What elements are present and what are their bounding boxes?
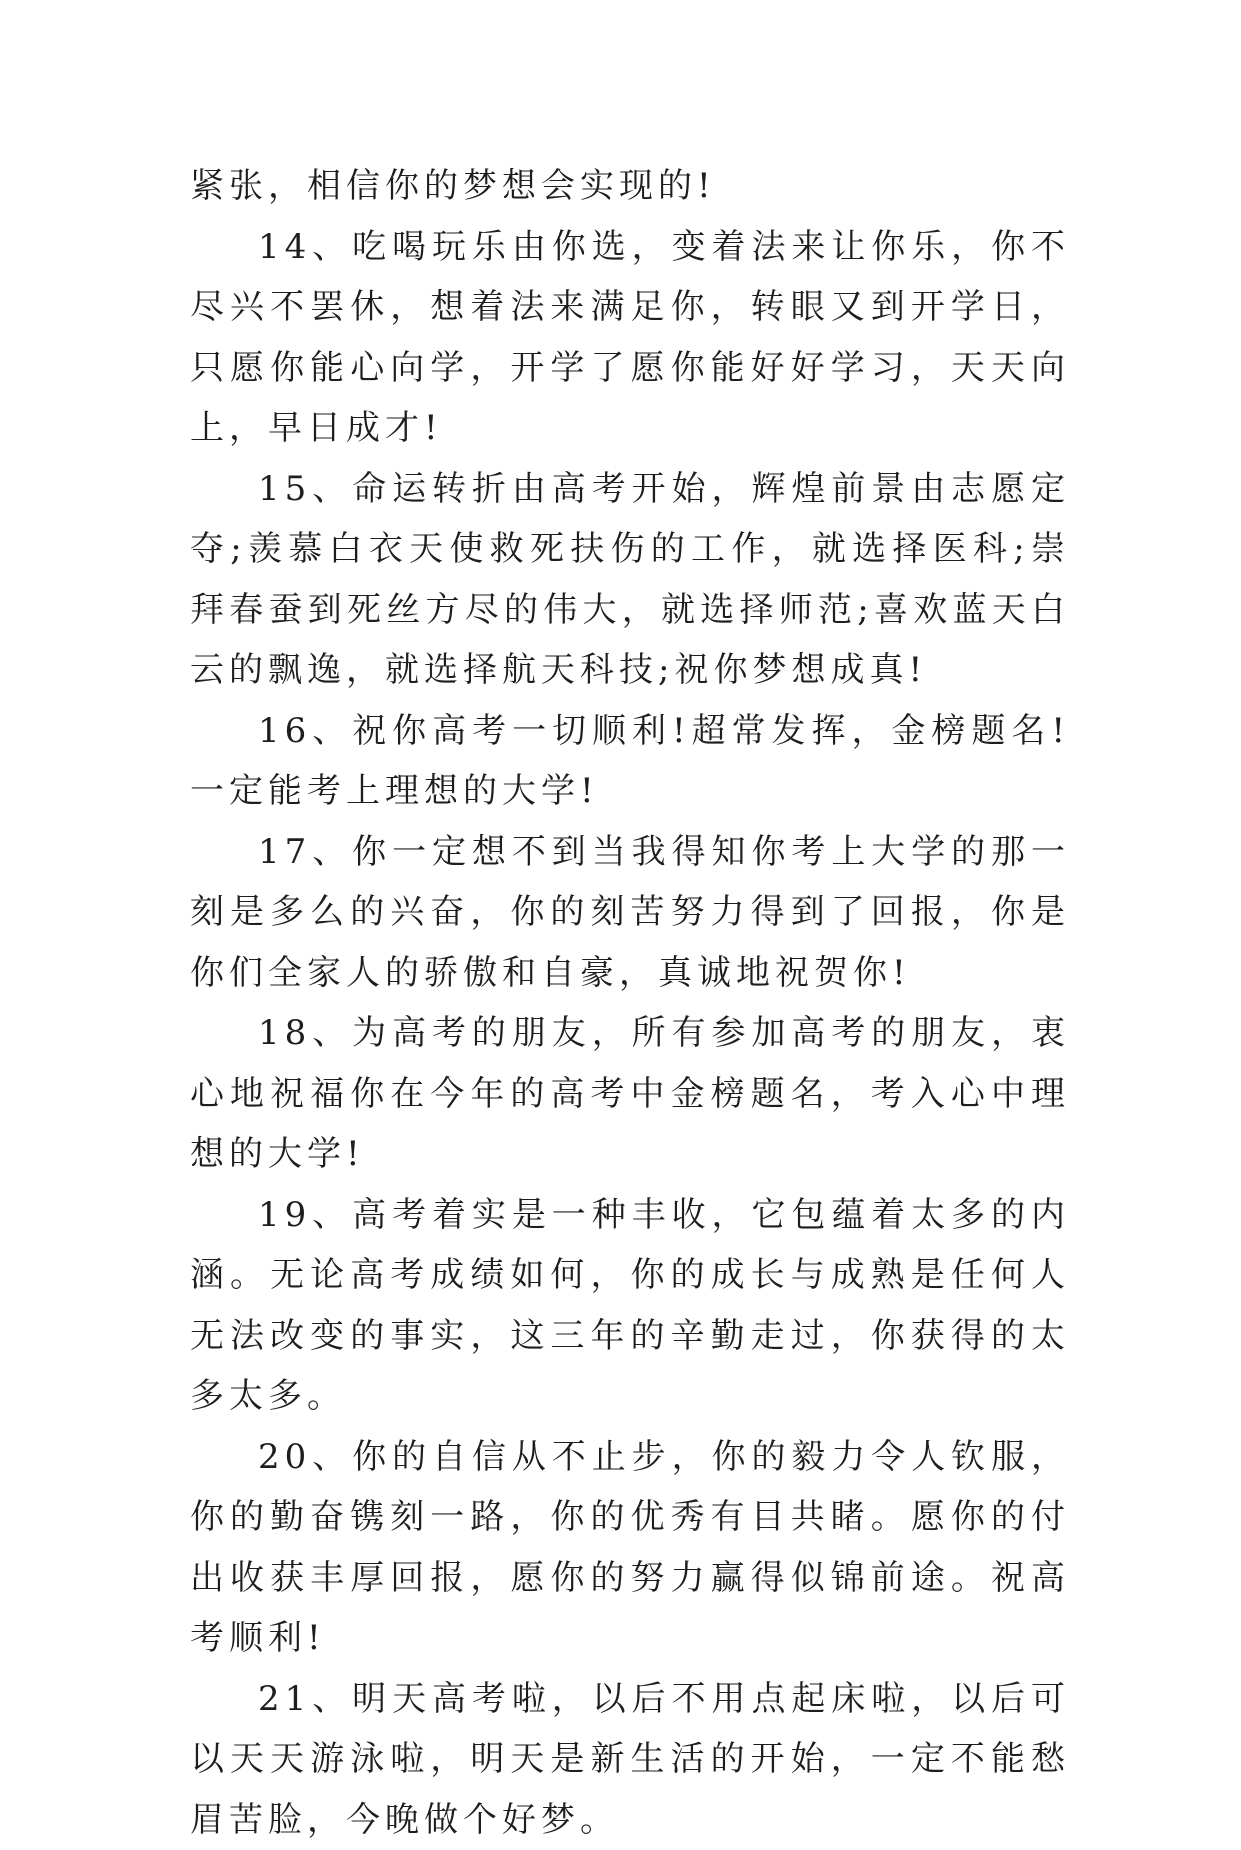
paragraph-14: 14、吃喝玩乐由你选，变着法来让你乐，你不尽兴不罢休，想着法来满足你，转眼又到开学日，只愿你能心向学，开学了愿你能好好学习，天天向上，早日成才! bbox=[190, 217, 1070, 459]
paragraph-18: 18、为高考的朋友，所有参加高考的朋友，衷心地祝福你在今年的高考中金榜题名，考入心中理想的大学! bbox=[190, 1003, 1070, 1185]
paragraph-continuation: 紧张，相信你的梦想会实现的! bbox=[190, 156, 1070, 217]
paragraph-16: 16、祝你高考一切顺利!超常发挥，金榜题名!一定能考上理想的大学! bbox=[190, 701, 1070, 822]
paragraph-19: 19、高考着实是一种丰收，它包蕴着太多的内涵。无论高考成绩如何，你的成长与成熟是任何人无法改变的事实，这三年的辛勤走过，你获得的太多太多。 bbox=[190, 1185, 1070, 1427]
paragraph-20: 20、你的自信从不止步，你的毅力令人钦服，你的勤奋镌刻一路，你的优秀有目共睹。愿你的付出收获丰厚回报，愿你的努力赢得似锦前途。祝高考顺利! bbox=[190, 1427, 1070, 1669]
paragraph-21: 21、明天高考啦，以后不用点起床啦，以后可以天天游泳啦，明天是新生活的开始，一定不能愁眉苦脸，今晚做个好梦。 bbox=[190, 1669, 1070, 1850]
document-body bbox=[190, 156, 1070, 1850]
paragraph-15: 15、命运转折由高考开始，辉煌前景由志愿定夺;羡慕白衣天使救死扶伤的工作，就选择医科;崇拜春蚕到死丝方尽的伟大，就选择师范;喜欢蓝天白云的飘逸，就选择航天科技;祝你梦想成真! bbox=[190, 459, 1070, 701]
paragraph-17: 17、你一定想不到当我得知你考上大学的那一刻是多么的兴奋，你的刻苦努力得到了回报，你是你们全家人的骄傲和自豪，真诚地祝贺你! bbox=[190, 822, 1070, 1004]
